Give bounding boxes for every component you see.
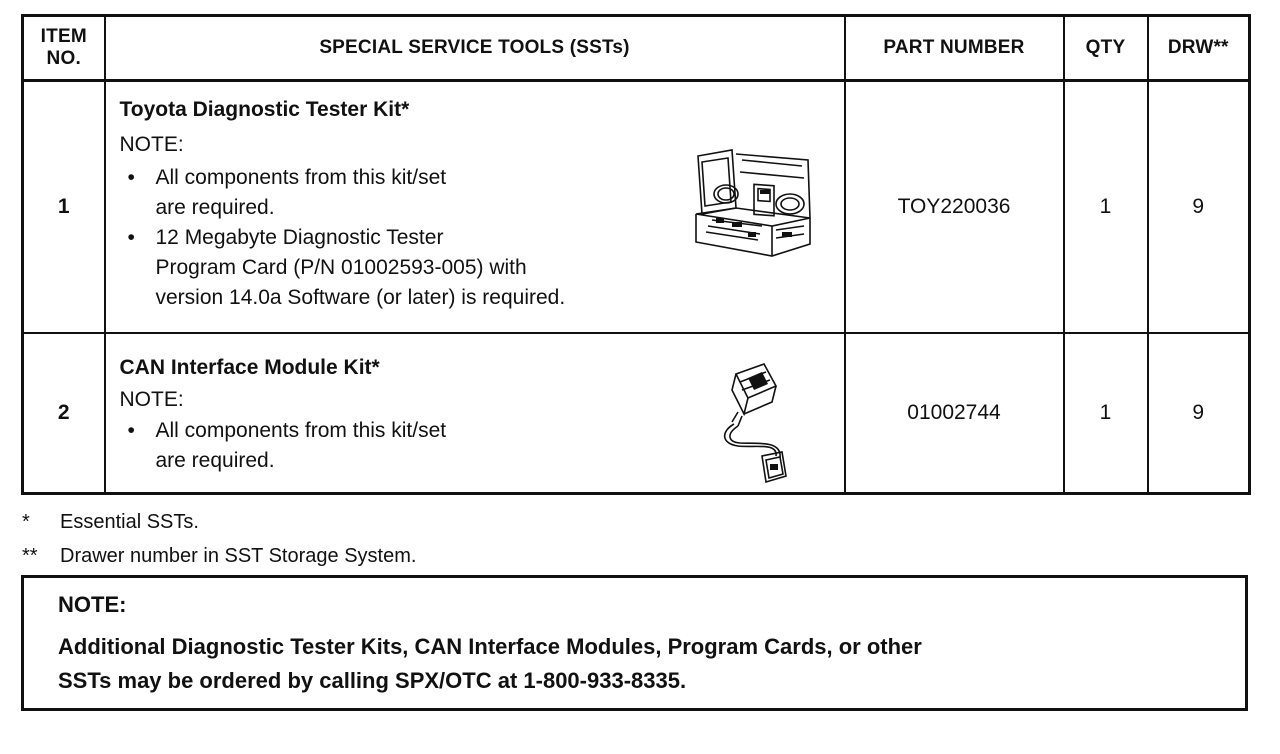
note-box-line: SSTs may be ordered by calling SPX/OTC at 1-800-933-8335. xyxy=(58,668,687,693)
header-tools: SPECIAL SERVICE TOOLS (SSTs) xyxy=(105,16,845,81)
footnote-mark: ** xyxy=(22,545,38,567)
table-header-row xyxy=(23,16,1250,81)
part-number-cell: 01002744 xyxy=(845,333,1064,494)
drw-cell: 9 xyxy=(1148,333,1250,494)
note-line: are required. xyxy=(155,196,275,219)
note-line: are required. xyxy=(155,449,275,472)
note-box-text xyxy=(58,630,1211,698)
footnote xyxy=(22,505,1242,539)
note-line: All components from this kit/set xyxy=(155,166,447,189)
tool-name: Toyota Diagnostic Tester Kit* xyxy=(119,98,410,121)
note-line: Program Card (P/N 01002593-005) with xyxy=(155,256,527,279)
part-number-cell: TOY220036 xyxy=(845,81,1064,334)
table-row xyxy=(23,333,1250,494)
tool-cell xyxy=(105,81,845,334)
header-item-no-line1: ITEM xyxy=(40,26,87,47)
footnotes xyxy=(22,505,1242,573)
note-line: version 14.0a Software (or later) is required. xyxy=(155,286,566,309)
tool-name: CAN Interface Module Kit* xyxy=(119,356,380,379)
note-line: All components from this kit/set xyxy=(155,419,447,442)
note-label: NOTE: xyxy=(119,133,184,156)
table-row xyxy=(23,81,1250,334)
drw-cell: 9 xyxy=(1148,81,1250,334)
can-interface-module-icon xyxy=(718,360,788,486)
qty-cell: 1 xyxy=(1064,81,1148,334)
qty-cell: 1 xyxy=(1064,333,1148,494)
item-no-cell: 2 xyxy=(23,333,105,494)
header-part-number: PART NUMBER xyxy=(845,16,1064,81)
ordering-note-box xyxy=(21,575,1248,711)
item-no-cell: 1 xyxy=(23,81,105,334)
footnote xyxy=(22,539,1242,573)
diagnostic-tester-kit-icon xyxy=(692,146,814,274)
sst-table xyxy=(21,14,1251,495)
header-item-no xyxy=(23,16,105,81)
note-line: 12 Megabyte Diagnostic Tester xyxy=(155,226,444,249)
footnote-text: Essential SSTs. xyxy=(60,511,199,533)
note-box-title: NOTE: xyxy=(58,592,127,617)
header-drw: DRW** xyxy=(1148,16,1250,81)
header-item-no-line2: NO. xyxy=(46,48,81,69)
footnote-text: Drawer number in SST Storage System. xyxy=(60,545,417,567)
note-label: NOTE: xyxy=(119,388,184,411)
note-box-line: Additional Diagnostic Tester Kits, CAN Interface Modules, Program Cards, or other xyxy=(58,634,922,659)
header-qty: QTY xyxy=(1064,16,1148,81)
footnote-mark: * xyxy=(22,511,30,533)
tool-cell xyxy=(105,333,845,494)
